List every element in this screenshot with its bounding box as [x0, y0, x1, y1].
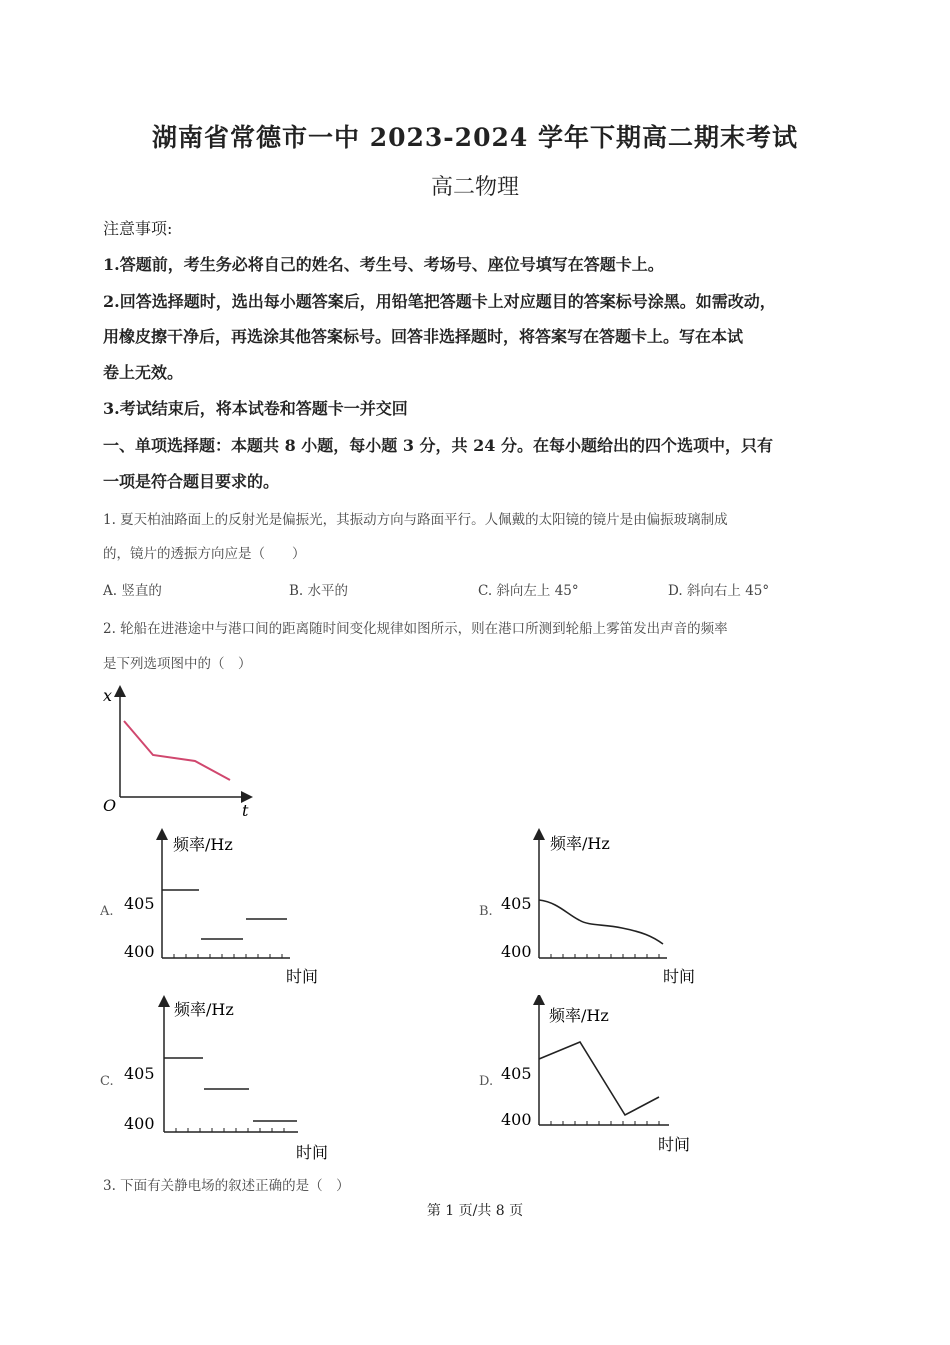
- graph-c-option-label: C.: [100, 1074, 114, 1089]
- graph-c-y-label: 频率/Hz: [174, 1000, 234, 1019]
- graph-d-y-label: 频率/Hz: [549, 1006, 609, 1025]
- graph-d-curve: [539, 1042, 659, 1115]
- graph-a-x-label: 时间: [286, 967, 319, 986]
- question-2-line-2: 是下列选项图中的（ ）: [103, 656, 252, 672]
- graph-d-x-label: 时间: [658, 1135, 691, 1154]
- graph-c-tick-405: 405: [124, 1064, 155, 1083]
- xt-x-label: t: [242, 801, 249, 818]
- xt-curve: [124, 721, 230, 780]
- graph-b-option-label: B.: [479, 904, 493, 919]
- question-1-line-1: 1. 夏天柏油路面上的反射光是偏振光，其振动方向与路面平行。人佩戴的太阳镜的镜片是由偏振玻璃制成: [103, 512, 728, 528]
- graph-d-tick-400: 400: [501, 1110, 532, 1129]
- notice-item-1: 1.答题前，考生务必将自己的姓名、考生号、考场号、座位号填写在答题卡上。: [103, 255, 664, 274]
- graph-b-tick-405: 405: [501, 894, 532, 913]
- notice-heading: 注意事项:: [103, 219, 173, 238]
- graph-c-x-label: 时间: [296, 1143, 329, 1162]
- xt-y-label: x: [103, 686, 113, 705]
- section-1-line-2: 一项是符合题目要求的。: [103, 472, 280, 491]
- graph-b-x-label: 时间: [663, 967, 696, 986]
- question-1-option-c: C. 斜向左上 45°: [478, 583, 579, 599]
- question-1-option-d: D. 斜向右上 45°: [668, 583, 770, 599]
- graph-a-option-label: A.: [100, 904, 114, 919]
- graph-d-tick-405: 405: [501, 1064, 532, 1083]
- notice-item-2-line-2: 用橡皮擦干净后，再选涂其他答案标号。回答非选择题时，将答案写在答题卡上。写在本试: [103, 327, 744, 346]
- question-1-option-b: B. 水平的: [289, 583, 349, 599]
- freq-graph-d: [477, 995, 717, 1157]
- exam-title: 湖南省常德市一中 2023-2024 学年下期高二期末考试: [152, 123, 798, 152]
- section-1-line-1: 一、单项选择题：本题共 8 小题，每小题 3 分，共 24 分。在每小题给出的四个选项中，只有: [103, 436, 773, 455]
- graph-a-y-label: 频率/Hz: [173, 835, 233, 854]
- exam-subtitle: 高二物理: [430, 175, 519, 200]
- question-1-option-a: A. 竖直的: [103, 583, 162, 599]
- graph-d-option-label: D.: [479, 1074, 494, 1089]
- xt-graph: [95, 683, 265, 818]
- graph-a-tick-405: 405: [124, 894, 155, 913]
- freq-graph-a: [100, 828, 340, 990]
- question-1-line-2: 的，镜片的透振方向应是（ ）: [103, 546, 306, 562]
- graph-b-curve: [539, 900, 663, 944]
- graph-b-y-label: 频率/Hz: [550, 834, 610, 853]
- freq-graph-b: [477, 828, 717, 990]
- xt-origin-label: O: [103, 796, 117, 815]
- graph-b-tick-400: 400: [501, 942, 532, 961]
- notice-item-3: 3.考试结束后，将本试卷和答题卡一并交回: [103, 399, 408, 418]
- page-footer: 第 1 页/共 8 页: [426, 1203, 524, 1219]
- notice-item-2-line-3: 卷上无效。: [103, 363, 184, 382]
- freq-graph-c: [100, 995, 345, 1165]
- graph-c-tick-400: 400: [124, 1114, 155, 1133]
- question-2-line-1: 2. 轮船在进港途中与港口间的距离随时间变化规律如图所示，则在港口所测到轮船上雾笛发出声音的频率: [103, 621, 728, 637]
- question-3-line-1: 3. 下面有关静电场的叙述正确的是（ ）: [103, 1178, 350, 1194]
- notice-item-2-line-1: 2.回答选择题时，选出每小题答案后，用铅笔把答题卡上对应题目的答案标号涂黑。如需改动，: [103, 292, 776, 311]
- graph-a-tick-400: 400: [124, 942, 155, 961]
